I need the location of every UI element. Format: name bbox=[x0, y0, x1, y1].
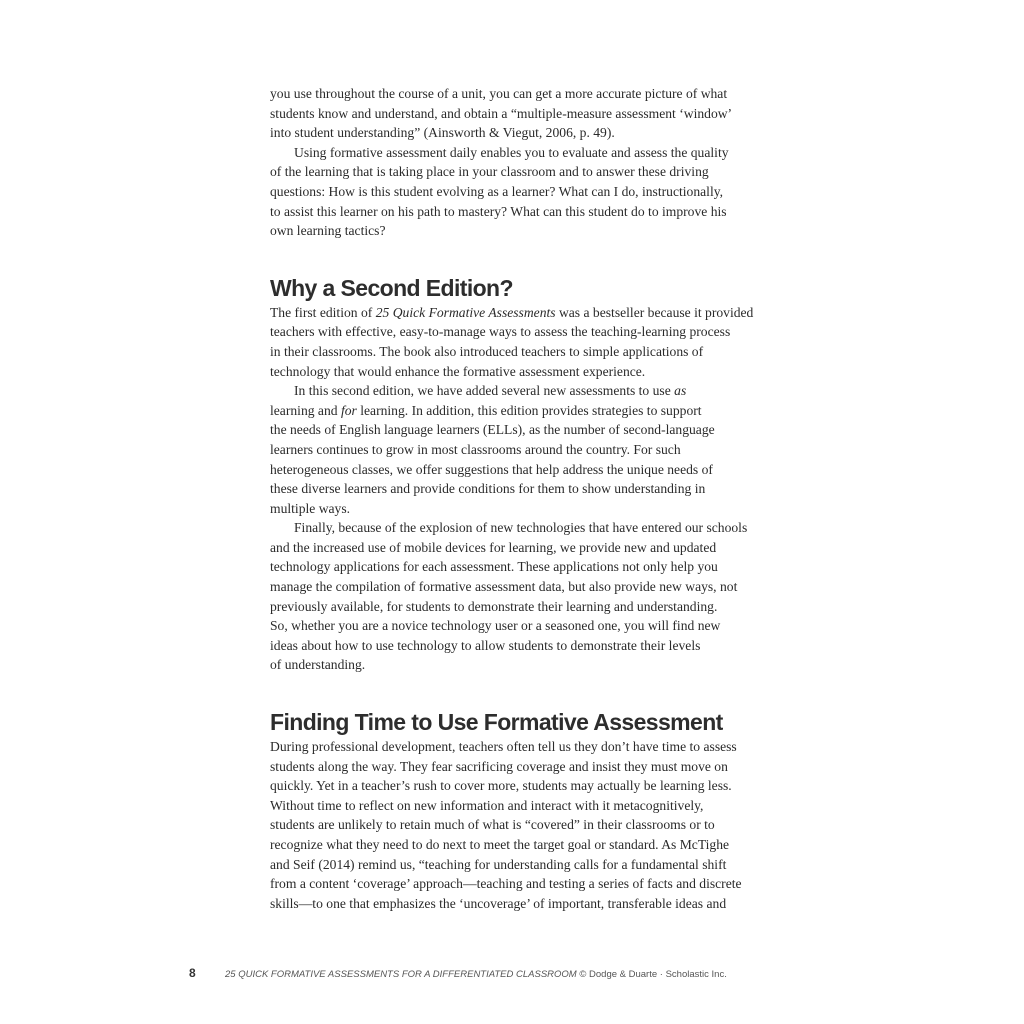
text-line: Without time to reflect on new information and interact with it metacognitively, bbox=[270, 797, 704, 813]
page-number: 8 bbox=[189, 966, 196, 980]
text-line: to assist this learner on his path to mastery? What can this student do to improve his bbox=[270, 203, 727, 219]
book-title-italic: 25 Quick Formative Assessments bbox=[375, 304, 556, 320]
intro-paragraph-2 bbox=[270, 143, 802, 241]
text-line: students along the way. They fear sacrificing coverage and insist they must move on bbox=[270, 758, 728, 774]
text-line: learners continues to grow in most classrooms around the country. For such bbox=[270, 441, 681, 457]
text-run: In this second edition, we have added several new assessments to use bbox=[294, 383, 675, 399]
text-line: you use throughout the course of a unit, you can get a more accurate picture of what bbox=[270, 86, 728, 101]
text-line: quickly. Yet in a teacher’s rush to cover more, students may actually be learning less. bbox=[270, 778, 732, 794]
page-body bbox=[270, 84, 802, 913]
emphasis-for: for bbox=[340, 402, 357, 418]
text-line: heterogeneous classes, we offer suggestions that help address the unique needs of bbox=[270, 461, 713, 477]
text-line: manage the compilation of formative assessment data, but also provide new ways, not bbox=[270, 579, 738, 595]
text-line bbox=[270, 381, 802, 401]
text-line: ideas about how to use technology to allow students to demonstrate their levels bbox=[270, 637, 701, 653]
text-run: The first edition of bbox=[270, 304, 376, 320]
text-line: technology applications for each assessment. These applications not only help you bbox=[270, 559, 718, 575]
text-run: was a bestseller because it provided bbox=[555, 304, 754, 320]
text-line: own learning tactics? bbox=[270, 223, 386, 239]
text-line: multiple ways. bbox=[270, 500, 351, 516]
text-line: So, whether you are a novice technology user or a seasoned one, you will find new bbox=[270, 618, 721, 634]
text-line: and Seif (2014) remind us, “teaching for understanding calls for a fundamental shift bbox=[270, 856, 727, 872]
page-footer bbox=[189, 966, 727, 980]
text-line: teachers with effective, easy-to-manage ways to assess the teaching-learning process bbox=[270, 324, 731, 340]
intro-paragraph bbox=[270, 84, 802, 143]
text-line: from a content ‘coverage’ approach—teaching and testing a series of facts and discrete bbox=[270, 876, 742, 892]
section-heading-finding-time: Finding Time to Use Formative Assessment bbox=[270, 709, 723, 736]
text-line bbox=[270, 401, 802, 421]
text-line: skills—to one that emphasizes the ‘uncoverage’ of important, transferable ideas and bbox=[270, 895, 727, 911]
text-run: learning. In addition, this edition provides strategies to support bbox=[356, 402, 702, 418]
text-line: previously available, for students to demonstrate their learning and understanding. bbox=[270, 598, 718, 614]
emphasis-as: as bbox=[674, 383, 687, 399]
text-line: Finally, because of the explosion of new technologies that have entered our schools bbox=[294, 520, 748, 536]
text-line: into student understanding” (Ainsworth & Viegut, 2006, p. 49). bbox=[270, 125, 615, 141]
text-line: During professional development, teachers often tell us they don’t have time to assess bbox=[270, 739, 737, 755]
text-line: recognize what they need to do next to meet the target goal or standard. As McTighe bbox=[270, 837, 730, 852]
text-run: learning and bbox=[270, 402, 341, 418]
footer-credit: © Dodge & Duarte · Scholastic Inc. bbox=[576, 969, 727, 980]
text-line: students are unlikely to retain much of what is “covered” in their classrooms or to bbox=[270, 817, 715, 833]
text-line bbox=[270, 303, 802, 323]
second-edition-paragraph-3 bbox=[270, 518, 802, 675]
text-line: of the learning that is taking place in your classroom and to answer these driving bbox=[270, 164, 709, 180]
text-line: and the increased use of mobile devices for learning, we provide new and updated bbox=[270, 539, 717, 555]
footer-book-title: 25 QUICK FORMATIVE ASSESSMENTS FOR A DIFFERENTIATED CLASSROOM bbox=[225, 969, 577, 980]
text-line: the needs of English language learners (ELLs), as the number of second-language bbox=[270, 422, 715, 438]
text-line: in their classrooms. The book also introduced teachers to simple applications of bbox=[270, 343, 704, 359]
section-heading-second-edition: Why a Second Edition? bbox=[270, 274, 513, 301]
second-edition-paragraph-1 bbox=[270, 303, 802, 381]
second-edition-paragraph-2 bbox=[270, 381, 802, 518]
text-line: Using formative assessment daily enables you to evaluate and assess the quality bbox=[294, 144, 729, 160]
text-line: students know and understand, and obtain a “multiple-measure assessment ‘window’ bbox=[270, 105, 733, 121]
text-line: of understanding. bbox=[270, 657, 366, 673]
finding-time-paragraph-1 bbox=[270, 737, 802, 913]
text-line: these diverse learners and provide conditions for them to show understanding in bbox=[270, 481, 706, 497]
text-line: questions: How is this student evolving as a learner? What can I do, instructionally, bbox=[270, 183, 724, 199]
text-line: technology that would enhance the formative assessment experience. bbox=[270, 363, 646, 379]
